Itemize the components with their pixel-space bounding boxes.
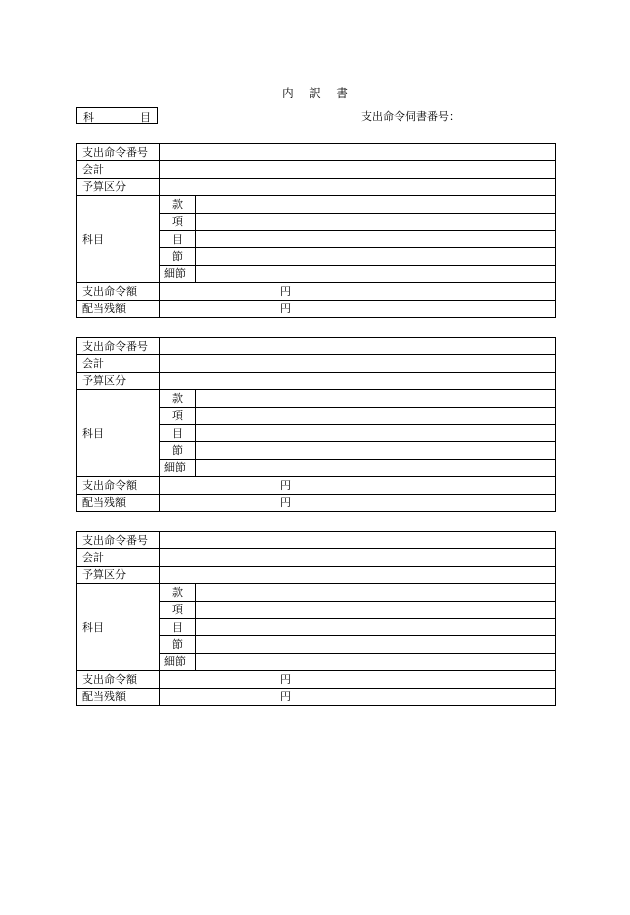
order-amount-field[interactable] (160, 283, 556, 300)
table-row (77, 178, 556, 195)
order-number-label: 支出命令番号 (77, 532, 160, 549)
moku-label: 目 (160, 424, 196, 441)
setsu-label: 節 (160, 248, 196, 265)
budget-category-field[interactable] (160, 566, 556, 583)
saisetsu-field[interactable] (196, 265, 556, 282)
table-row (77, 355, 556, 372)
kan-field[interactable] (196, 196, 556, 213)
saisetsu-label: 細節 (160, 459, 196, 476)
moku-label: 目 (160, 618, 196, 635)
kan-label: 款 (160, 584, 196, 601)
title-char: 訳 (309, 86, 321, 100)
table-row (77, 283, 556, 300)
yen-unit: 円 (280, 302, 291, 316)
table-row (77, 566, 556, 583)
yen-unit: 円 (280, 672, 291, 686)
kan-label: 款 (160, 196, 196, 213)
order-number-field[interactable] (160, 144, 556, 161)
document-title (0, 85, 630, 101)
setsu-label: 節 (160, 636, 196, 653)
table-row (77, 196, 556, 213)
account-label: 会計 (77, 161, 160, 178)
saisetsu-field[interactable] (196, 653, 556, 670)
kamoku-right-char: 目 (140, 111, 151, 124)
table-row (77, 338, 556, 355)
item-label: 科目 (77, 584, 160, 671)
account-label: 会計 (77, 549, 160, 566)
saisetsu-field[interactable] (196, 459, 556, 476)
order-amount-field[interactable] (160, 671, 556, 688)
table-row (77, 532, 556, 549)
table-row (77, 671, 556, 688)
breakdown-table (76, 337, 556, 512)
kou-field[interactable] (196, 213, 556, 230)
remaining-label: 配当残額 (77, 494, 160, 511)
yen-unit: 円 (280, 690, 291, 704)
order-amount-label: 支出命令額 (77, 477, 160, 494)
kou-label: 項 (160, 213, 196, 230)
account-label: 会計 (77, 355, 160, 372)
kou-label: 項 (160, 601, 196, 618)
budget-category-label: 予算区分 (77, 566, 160, 583)
table-row (77, 300, 556, 317)
table-row (77, 584, 556, 601)
moku-field[interactable] (196, 424, 556, 441)
saisetsu-label: 細節 (160, 265, 196, 282)
account-field[interactable] (160, 161, 556, 178)
kamoku-box (76, 107, 158, 124)
breakdown-table (76, 531, 556, 706)
setsu-label: 節 (160, 442, 196, 459)
table-row (77, 144, 556, 161)
budget-category-label: 予算区分 (77, 372, 160, 389)
kamoku-left-char: 科 (83, 111, 94, 124)
moku-field[interactable] (196, 230, 556, 247)
table-row (77, 688, 556, 705)
kou-field[interactable] (196, 407, 556, 424)
remaining-field[interactable] (160, 300, 556, 317)
order-amount-label: 支出命令額 (77, 671, 160, 688)
order-amount-field[interactable] (160, 477, 556, 494)
setsu-field[interactable] (196, 248, 556, 265)
table-row (77, 161, 556, 178)
yen-unit: 円 (280, 496, 291, 510)
order-inquiry-number-label: 支出命令伺書番号： (361, 110, 460, 123)
breakdown-table (76, 143, 556, 318)
yen-unit: 円 (280, 284, 291, 298)
table-row (77, 477, 556, 494)
moku-label: 目 (160, 230, 196, 247)
remaining-field[interactable] (160, 494, 556, 511)
table-row (77, 494, 556, 511)
kan-field[interactable] (196, 584, 556, 601)
kan-label: 款 (160, 390, 196, 407)
table-row (77, 390, 556, 407)
setsu-field[interactable] (196, 442, 556, 459)
yen-unit: 円 (280, 478, 291, 492)
setsu-field[interactable] (196, 636, 556, 653)
kou-field[interactable] (196, 601, 556, 618)
saisetsu-label: 細節 (160, 653, 196, 670)
budget-category-field[interactable] (160, 178, 556, 195)
remaining-field[interactable] (160, 688, 556, 705)
order-number-field[interactable] (160, 338, 556, 355)
kan-field[interactable] (196, 390, 556, 407)
order-number-label: 支出命令番号 (77, 144, 160, 161)
order-amount-label: 支出命令額 (77, 283, 160, 300)
title-char: 書 (336, 86, 348, 100)
kou-label: 項 (160, 407, 196, 424)
order-number-label: 支出命令番号 (77, 338, 160, 355)
budget-category-field[interactable] (160, 372, 556, 389)
account-field[interactable] (160, 549, 556, 566)
title-char: 内 (282, 86, 294, 100)
remaining-label: 配当残額 (77, 300, 160, 317)
table-row (77, 372, 556, 389)
moku-field[interactable] (196, 618, 556, 635)
budget-category-label: 予算区分 (77, 178, 160, 195)
account-field[interactable] (160, 355, 556, 372)
item-label: 科目 (77, 390, 160, 477)
item-label: 科目 (77, 196, 160, 283)
order-number-field[interactable] (160, 532, 556, 549)
remaining-label: 配当残額 (77, 688, 160, 705)
table-row (77, 549, 556, 566)
